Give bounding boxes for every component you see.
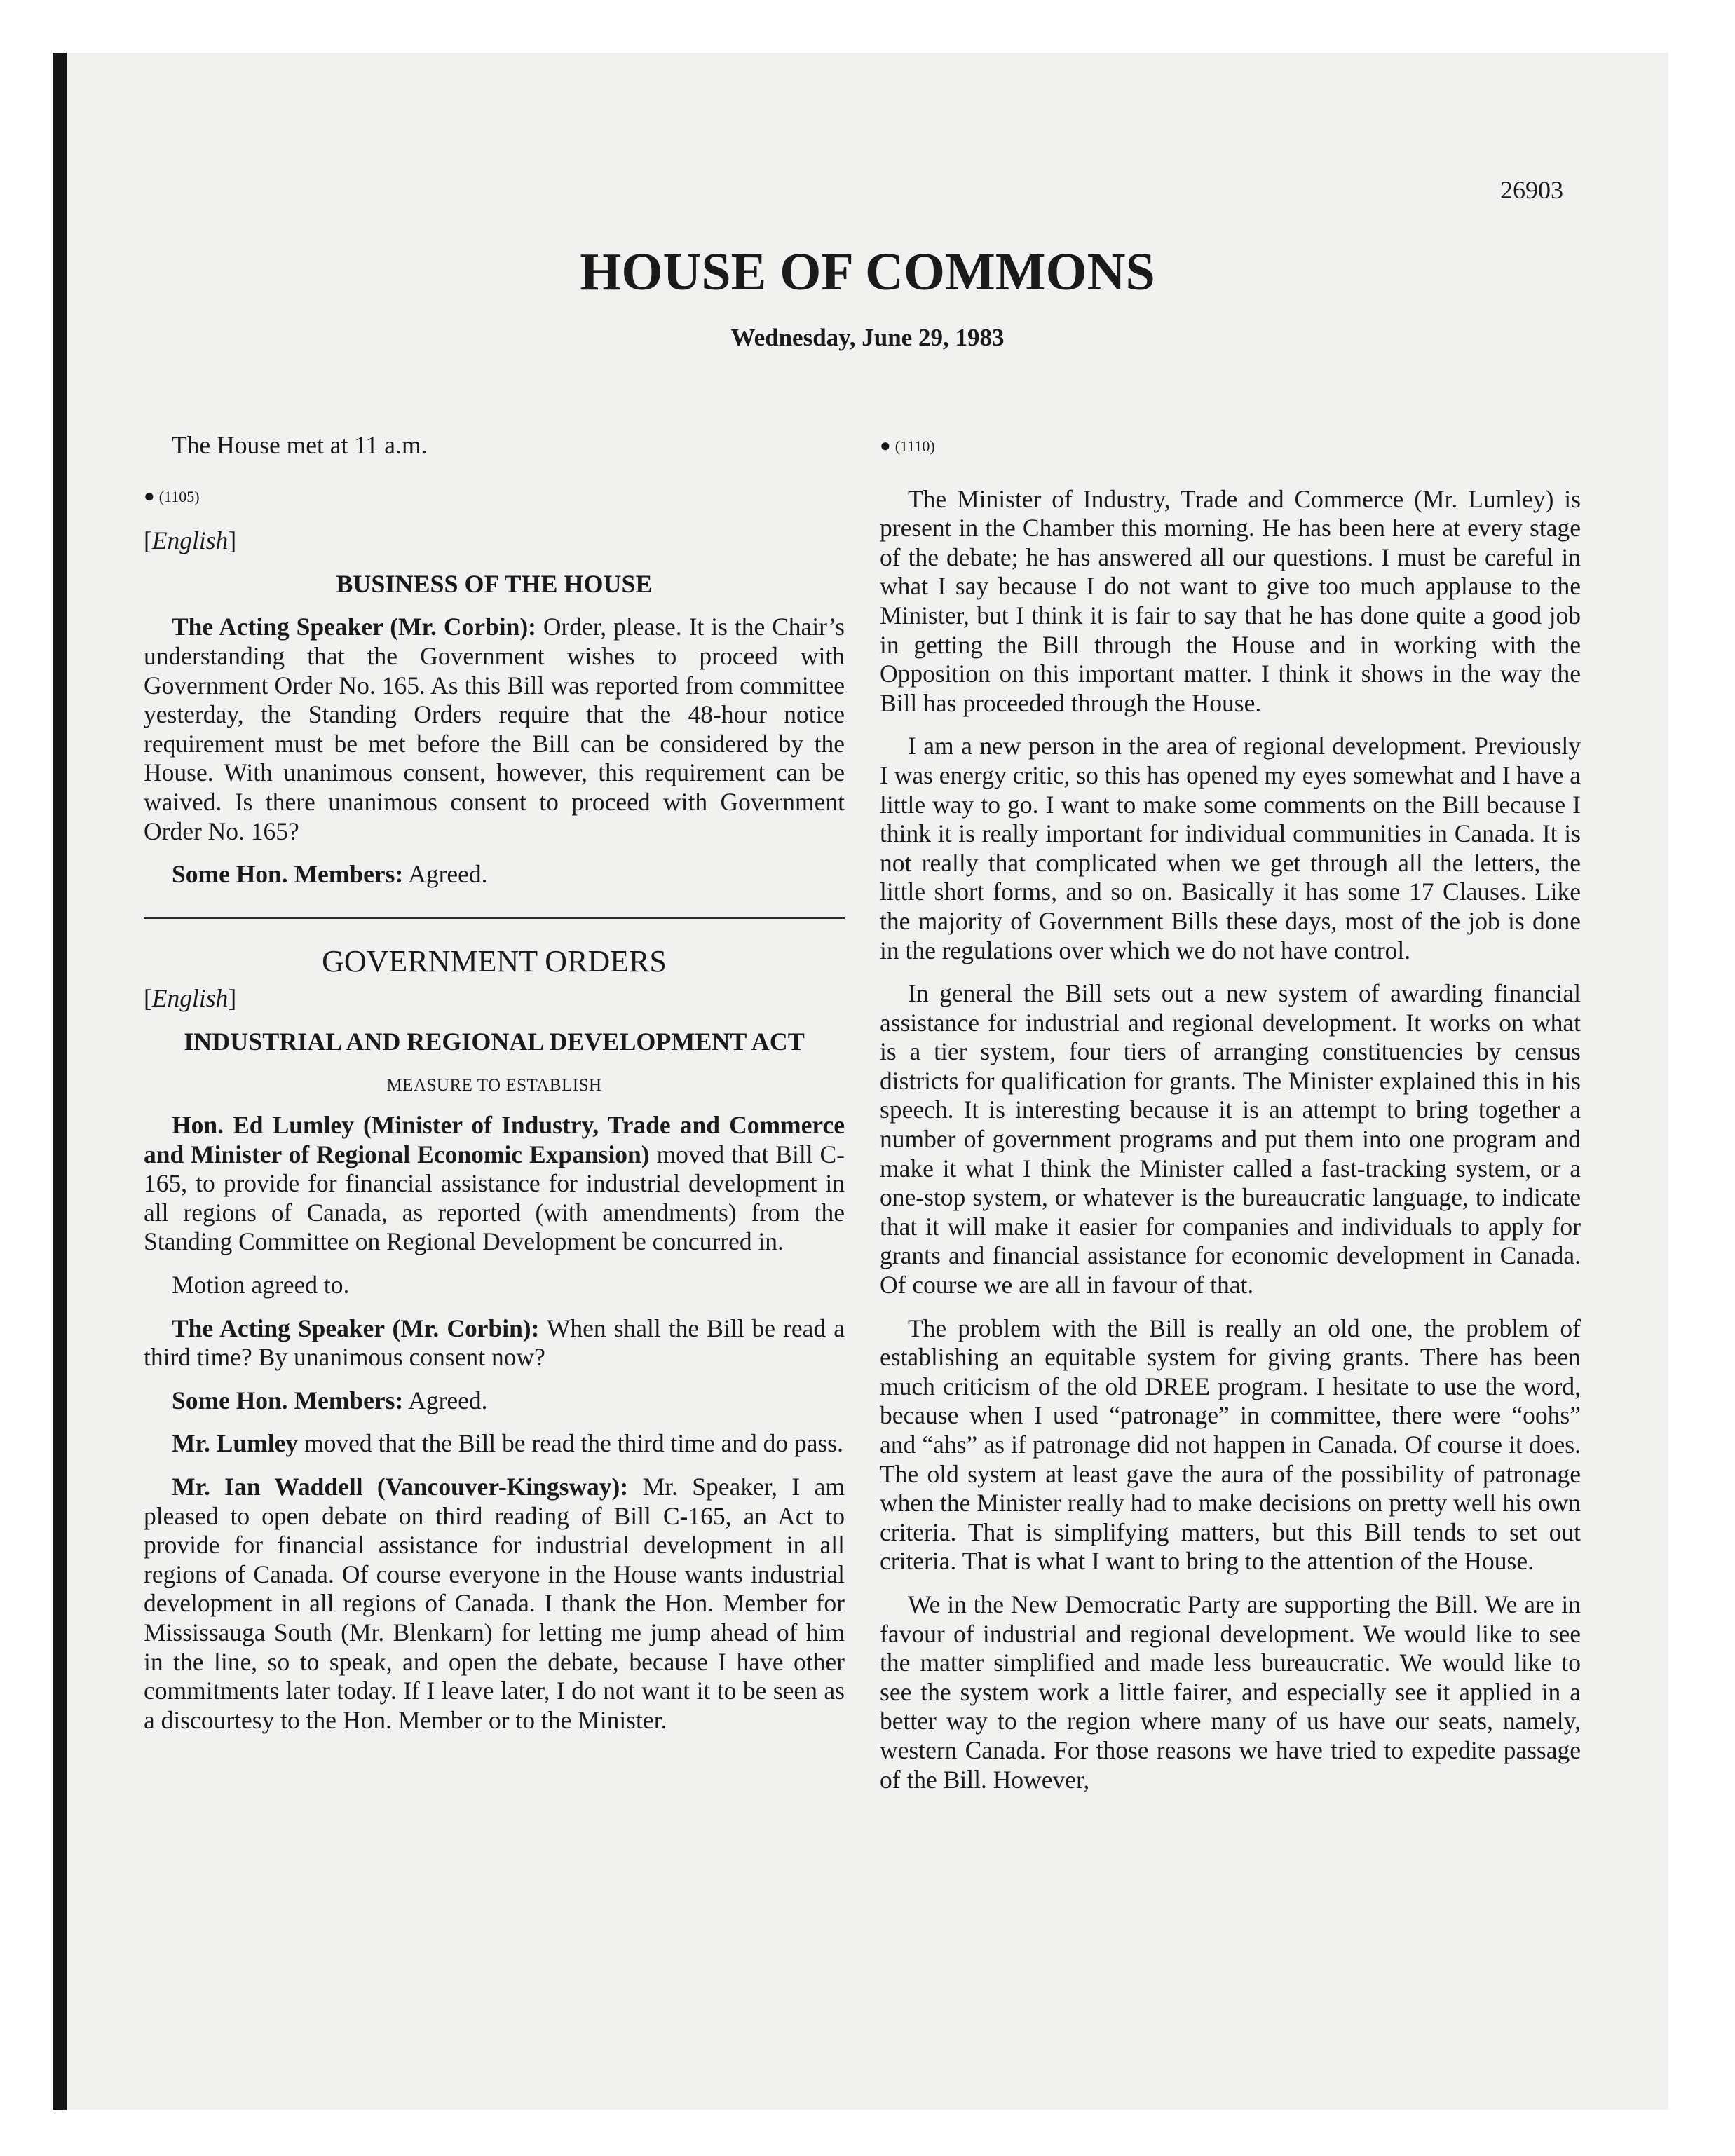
speech-paragraph: The Minister of Industry, Trade and Commerce (Mr. Lumley) is present in the Chamber this morning. He has been here at every stage of the debate; he has answered all our questions. I must be careful in what I say because I do not want to give too much applause to the Minister, but I think it is fair to say that he has done quite a good job in getting the Bill through the House and in working with the Opposition on this important matter. I think it shows in the way the Bill has proceeded through the House. <box>880 484 1581 717</box>
bullet-icon: ● <box>144 485 155 506</box>
page-title: HOUSE OF COMMONS <box>580 243 1155 301</box>
bill-heading: INDUSTRIAL AND REGIONAL DEVELOPMENT ACT <box>184 1027 805 1056</box>
speech-paragraph: The Acting Speaker (Mr. Corbin): Order, please. It is the Chair’s understanding that the Government wishes to proceed with Government Order No. 165. As this Bill was reported from committee yesterday, the Standing Orders require that the 48-hour notice requirement must be met before the Bill can be considered by the House. With unanimous consent, however, this requirement can be waived. Is there unanimous consent to proceed with Government Order No. 165? <box>144 613 845 845</box>
page-number: 26903 <box>1500 176 1563 204</box>
speech-paragraph: In general the Bill sets out a new system of awarding financial assistance for industrial and regional development. It works on what is a tier system, four tiers of arranging constituencies by census districts for qualification for grants. The Minister explained this in his speech. It is interesting because it is an attempt to bring together a number of government programs and put them into one program and make it what I think the Minister called a fast-tracking system, or a one-stop system, or whatever is the bureaucratic language, to indicate that it will make it easier for companies and individuals to apply for grants and financial assistance for economic development in Canada. Of course we are all in favour of that. <box>880 979 1581 1299</box>
speech-paragraph: We in the New Democratic Party are supporting the Bill. We are in favour of industrial and regional development. We would like to see the matter simplified and made less bureaucratic. We would like to see the system work a little fairer, and especially see it applied in a better way to the region where many of us have our seats, namely, western Canada. For those reasons we have tried to expedite passage of the Bill. However, <box>880 1590 1581 1794</box>
speaker-name: Some Hon. Members: <box>172 860 404 889</box>
left-column <box>144 431 845 1749</box>
right-column <box>880 431 1581 1808</box>
speech-paragraph: I am a new person in the area of regional development. Previously I was energy critic, so this has opened my eyes somewhat and I have a little way to go. I want to make some comments on the Bill because I think it is really important for individual communities in Canada. It is not really that complicated when we get through all the letters, the little short forms, and so on. Basically it has some 17 Clauses. Like the majority of Government Bills these days, most of the job is done in the regulations over which we do not have control. <box>880 732 1581 964</box>
section-divider <box>144 917 845 919</box>
bill-subheading: MEASURE TO ESTABLISH <box>386 1075 602 1095</box>
speech-paragraph: The problem with the Bill is really an old one, the problem of establishing an equitable system for giving grants. There has been much criticism of the old DREE program. I hesitate to use the word, because when I used “patronage” in committee, there were “oohs” and “ahs” as if patronage did not happen in Canada. Of course it does. The old system at least gave the aura of the possibility of patronage when the Minister really had to make decisions on pretty well his own criteria. That is simplifying matters, but this Bill tends to set out criteria. That is what I want to bring to the attention of the House. <box>880 1314 1581 1576</box>
section-title: GOVERNMENT ORDERS <box>322 943 667 978</box>
procedural-note: Motion agreed to. <box>172 1271 350 1299</box>
speech-paragraph: Some Hon. Members: Agreed. <box>172 1386 488 1414</box>
scan-binding-edge <box>53 53 67 2110</box>
house-met-text: The House met at 11 a.m. <box>172 431 428 459</box>
speech-paragraph: Mr. Ian Waddell (Vancouver-Kingsway): Mr. Speaker, I am pleased to open debate on third reading of Bill C-165, an Act to provide for financial assistance for industrial development in all regions of Canada. Of course everyone in the House wants industrial development in all regions of Canada. I thank the Hon. Member for Mississauga South (Mr. Blenkarn) for letting me jump ahead of him in the line, so to speak, and open the debate, because I have other commitments later today. If I leave later, I do not want it to be seen as a discourtesy to the Hon. Member or to the Minister. <box>144 1473 845 1734</box>
language-tag: [English] <box>144 984 237 1013</box>
section-heading: BUSINESS OF THE HOUSE <box>336 569 653 598</box>
language-tag: [English] <box>144 526 237 555</box>
time-marker: ● (1110) <box>880 435 935 456</box>
speech-paragraph: The Acting Speaker (Mr. Corbin): When shall the Bill be read a third time? By unanimous consent now? <box>144 1314 845 1372</box>
speech-paragraph: Some Hon. Members: Agreed. <box>172 860 488 889</box>
speech-paragraph: Mr. Lumley moved that the Bill be read the third time and do pass. <box>172 1429 843 1458</box>
speaker-name: Hon. Ed Lumley (Minister of Industry, Trade and Commerce and Minister of Regional Economic Expansion) <box>144 1111 845 1168</box>
time-marker: ● (1105) <box>144 485 200 506</box>
speaker-name: The Acting Speaker (Mr. Corbin): <box>172 613 536 641</box>
speech-paragraph: Hon. Ed Lumley (Minister of Industry, Trade and Commerce and Minister of Regional Economic Expansion) moved that Bill C-165, to provide for financial assistance for industrial development in all regions of Canada, as reported (with amendments) from the Standing Committee on Regional Development be concurred in. <box>144 1111 845 1256</box>
sitting-date: Wednesday, June 29, 1983 <box>730 324 1005 351</box>
speaker-name: Some Hon. Members: <box>172 1386 404 1414</box>
speaker-name: Mr. Lumley <box>172 1429 299 1458</box>
speaker-name: The Acting Speaker (Mr. Corbin): <box>172 1314 540 1342</box>
bullet-icon: ● <box>880 435 891 456</box>
speaker-name: Mr. Ian Waddell (Vancouver-Kingsway): <box>172 1473 629 1501</box>
